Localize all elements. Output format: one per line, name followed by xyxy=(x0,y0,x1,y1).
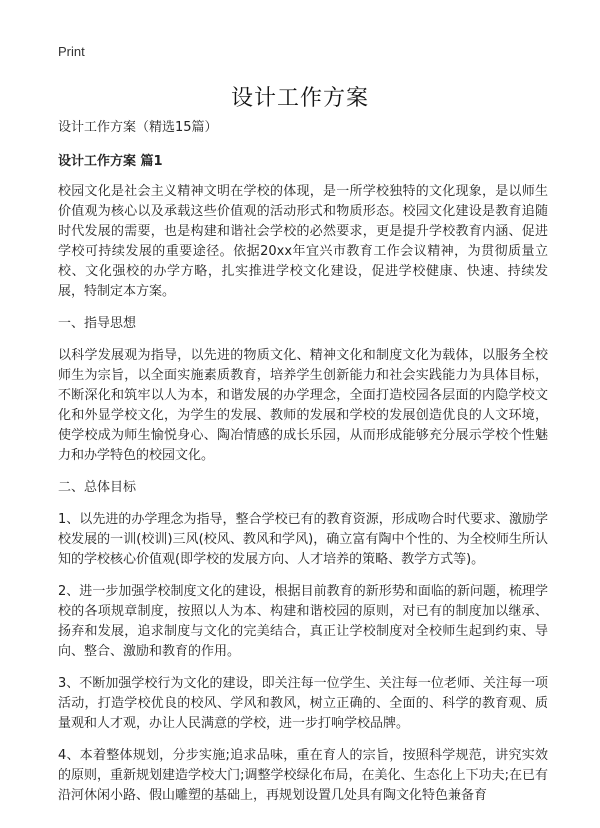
goal-item-1: 1、以先进的办学理念为指导，整合学校已有的教育资源，形成吻合时代要求、激励学校发展的一训(校训)三风(校风、教风和学风)，确立富有陶中个性的、为全校师生所认知的学校核心价值观(即学校的发展方向、人才培养的策略、教学方式等)。 xyxy=(58,512,548,567)
guiding-ideology-paragraph: 以科学发展观为指导，以先进的物质文化、精神文化和制度文化为载体，以服务全校师生为宗旨，以全面实施素质教育，培养学生创新能力和社会实践能力为具体目标，不断深化和筑牢以人为本，和谐发展的办学理念，全面打造校园各层面的内隐学校文化和外显学校文化，为学生的发展、教师的发展和学校的发展创造优良的人文环境，使学校成为师生愉悦身心、陶冶情感的成长乐园，从而形成能够充分展示学校个性魅力和办学特色的校园文化。 xyxy=(58,348,548,463)
goal-item-3: 3、不断加强学校行为文化的建设，即关注每一位学生、关注每一位老师、关注每一项活动，打造学校优良的校风、学风和教风，树立正确的、全面的、科学的教育观、质量观和人才观，办让人民满意的学校，进一步打响学校品牌。 xyxy=(58,676,548,731)
section-heading-overall-goals: 二、总体目标 xyxy=(58,480,137,495)
section-heading-guiding-ideology: 一、指导思想 xyxy=(58,316,137,331)
print-link[interactable]: Print xyxy=(58,44,85,59)
document-subtitle: 设计工作方案（精选15篇） xyxy=(58,120,218,135)
document-title: 设计工作方案 xyxy=(230,86,369,111)
goal-item-4: 4、本着整体规划，分步实施;追求品味，重在育人的宗旨，按照科学规范，讲究实效的原则，重新规划建造学校大门;调整学校绿化布局，在美化、生态化上下功夫;在已有沿河休闲小路、假山雕塑的基础上，再规划设置几处具有陶文化特色兼备育 xyxy=(58,748,548,803)
goal-item-2: 2、进一步加强学校制度文化的建设，根据目前教育的新形势和面临的新问题，梳理学校的各项规章制度，按照以人为本、构建和谐校园的原则，对已有的制度加以继承、扬弃和发展，追求制度与文化的完美结合，真正让学校制度对全校师生起到约束、导向、整合、激励和教育的作用。 xyxy=(58,584,548,659)
document-body xyxy=(58,118,548,818)
intro-paragraph: 校园文化是社会主义精神文明在学校的体现，是一所学校独特的文化现象，是以师生价值观为核心以及承载这些价值观的活动形式和物质形态。校园文化建设是教育追随时代发展的需要，也是构建和谐社会学校的必然要求，更是提升学校教育内涵、促进学校可持续发展的重要途径。依据20xx年宜兴市教育工作会议精神，为贯彻质量立校、文化强校的办学方略，扎实推进学校文化建设，促进学校健康、快速、持续发展，特制定本方案。 xyxy=(58,184,548,299)
article-heading: 设计工作方案 篇1 xyxy=(58,154,163,169)
